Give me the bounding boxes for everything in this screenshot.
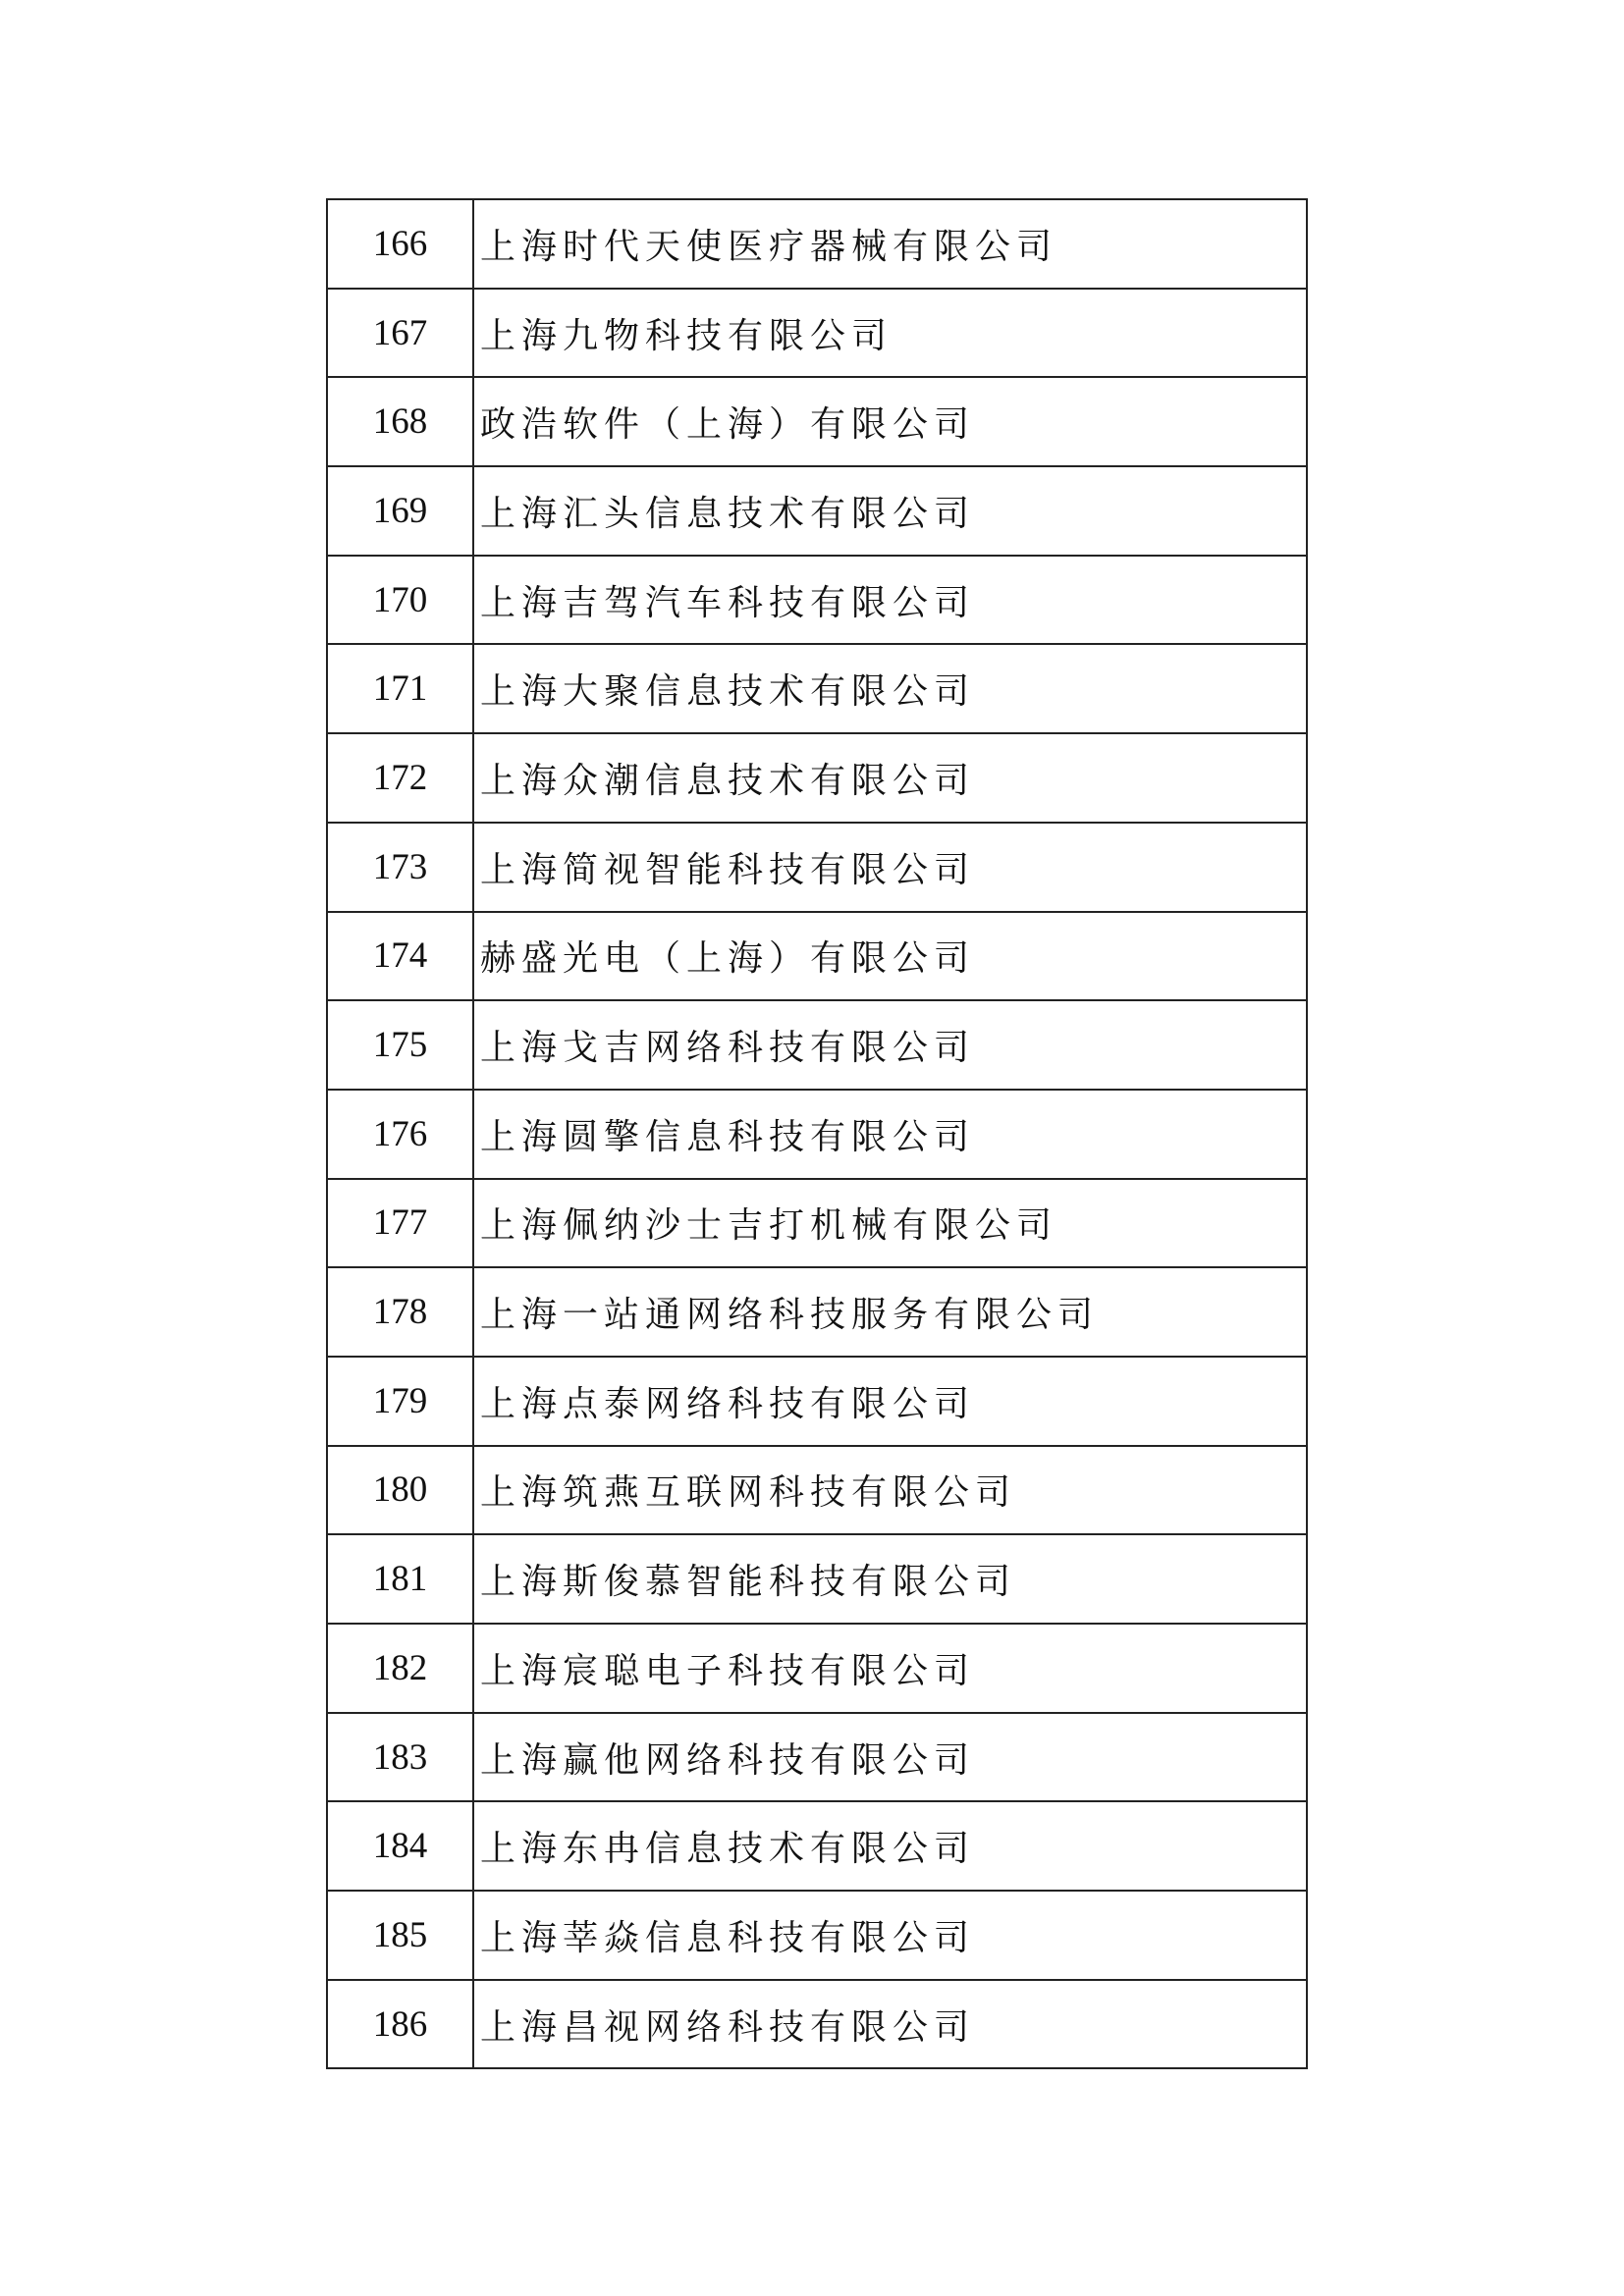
- company-name: 上海九物科技有限公司: [474, 290, 1308, 377]
- table-row: [328, 913, 1308, 1002]
- table-row: [328, 1535, 1308, 1625]
- row-number: 179: [328, 1358, 474, 1445]
- row-number: 184: [328, 1802, 474, 1890]
- row-number: 170: [328, 557, 474, 644]
- table-row: [328, 378, 1308, 467]
- company-name: 上海众潮信息技术有限公司: [474, 734, 1308, 822]
- row-number: 173: [328, 824, 474, 911]
- table-row: [328, 1358, 1308, 1447]
- table-row: [328, 1625, 1308, 1714]
- row-number: 172: [328, 734, 474, 822]
- table-row: [328, 1001, 1308, 1091]
- row-number: 175: [328, 1001, 474, 1089]
- company-name: 上海佩纳沙士吉打机械有限公司: [474, 1180, 1308, 1267]
- table-row: [328, 824, 1308, 913]
- row-number: 166: [328, 200, 474, 288]
- company-name: 上海宸聪电子科技有限公司: [474, 1625, 1308, 1712]
- company-name: 上海汇头信息技术有限公司: [474, 467, 1308, 555]
- company-name: 上海斯俊慕智能科技有限公司: [474, 1535, 1308, 1623]
- table-row: [328, 557, 1308, 646]
- table-row: [328, 1802, 1308, 1892]
- row-number: 171: [328, 645, 474, 732]
- table-row: [328, 290, 1308, 379]
- row-number: 176: [328, 1091, 474, 1178]
- row-number: 178: [328, 1268, 474, 1356]
- row-number: 180: [328, 1447, 474, 1534]
- table-row: [328, 1091, 1308, 1180]
- row-number: 185: [328, 1892, 474, 1979]
- row-number: 181: [328, 1535, 474, 1623]
- company-table: [326, 198, 1308, 2069]
- row-number: 177: [328, 1180, 474, 1267]
- company-name: 上海圆擎信息科技有限公司: [474, 1091, 1308, 1178]
- row-number: 168: [328, 378, 474, 465]
- company-name: 上海赢他网络科技有限公司: [474, 1714, 1308, 1801]
- company-name: 上海大聚信息技术有限公司: [474, 645, 1308, 732]
- table-row: [328, 1268, 1308, 1358]
- table-row: [328, 645, 1308, 734]
- company-name: 上海吉驾汽车科技有限公司: [474, 557, 1308, 644]
- row-number: 169: [328, 467, 474, 555]
- company-name: 上海时代天使医疗器械有限公司: [474, 200, 1308, 288]
- company-name: 政浩软件（上海）有限公司: [474, 378, 1308, 465]
- row-number: 174: [328, 913, 474, 1000]
- table-row: [328, 1447, 1308, 1536]
- table-row: [328, 1180, 1308, 1269]
- table-row: [328, 200, 1308, 290]
- company-name: 上海戈吉网络科技有限公司: [474, 1001, 1308, 1089]
- row-number: 186: [328, 1981, 474, 2068]
- company-name: 赫盛光电（上海）有限公司: [474, 913, 1308, 1000]
- company-name: 上海一站通网络科技服务有限公司: [474, 1268, 1308, 1356]
- company-name: 上海筑燕互联网科技有限公司: [474, 1447, 1308, 1534]
- row-number: 182: [328, 1625, 474, 1712]
- company-name: 上海莘焱信息科技有限公司: [474, 1892, 1308, 1979]
- company-name: 上海昌视网络科技有限公司: [474, 1981, 1308, 2068]
- company-name: 上海简视智能科技有限公司: [474, 824, 1308, 911]
- table-row: [328, 1892, 1308, 1981]
- company-name: 上海东冉信息技术有限公司: [474, 1802, 1308, 1890]
- table-row: [328, 734, 1308, 824]
- row-number: 167: [328, 290, 474, 377]
- table-row: [328, 1714, 1308, 1803]
- table-row: [328, 467, 1308, 557]
- row-number: 183: [328, 1714, 474, 1801]
- company-name: 上海点泰网络科技有限公司: [474, 1358, 1308, 1445]
- table-row: [328, 1981, 1308, 2070]
